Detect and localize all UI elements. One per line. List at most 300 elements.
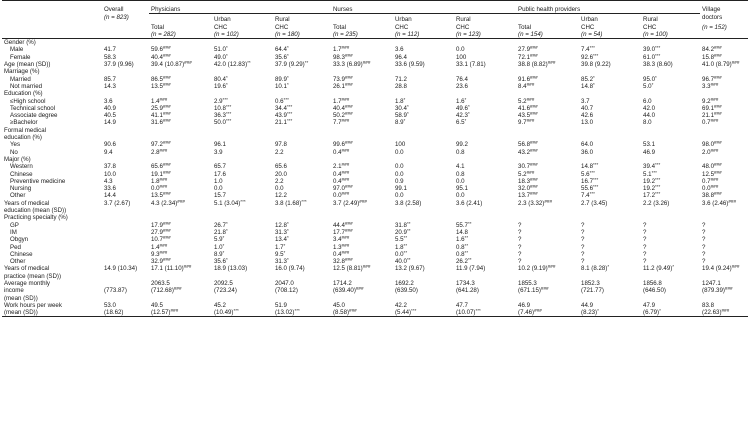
significance-marker: * <box>286 235 289 241</box>
cell-value: 89.9 <box>275 75 287 83</box>
cell-value: 14.3 <box>104 82 116 90</box>
table-cell <box>212 68 273 75</box>
cell-value: 43.5 <box>518 112 530 120</box>
significance-marker: *** <box>654 183 661 189</box>
significance-marker: ### <box>341 191 350 197</box>
table-cell <box>454 214 516 221</box>
significance-marker: *** <box>233 307 239 313</box>
cell-value: 23.6 <box>456 82 468 90</box>
significance-marker: ### <box>341 176 350 182</box>
cell-value: 15.7 <box>214 192 226 200</box>
table-cell <box>641 141 700 148</box>
significance-marker: ### <box>349 307 357 313</box>
table-cell <box>331 265 393 272</box>
table-cell <box>331 68 393 75</box>
table-cell <box>212 83 273 90</box>
row-label: Female <box>10 53 31 61</box>
table-cell <box>102 149 149 156</box>
significance-marker: ### <box>344 81 353 87</box>
table-cell <box>212 119 273 126</box>
cell-value: 39.8 (9.22) <box>581 61 611 69</box>
table-cell <box>579 98 641 105</box>
cell-value: 2.0 <box>702 148 711 156</box>
cell-value: 3.7 (2.49) <box>333 199 360 207</box>
significance-marker: * <box>659 307 661 313</box>
significance-marker: ** <box>406 227 411 233</box>
significance-marker: ** <box>467 220 472 226</box>
table-cell <box>331 171 393 178</box>
table-cell <box>273 149 331 156</box>
table-cell <box>700 192 748 199</box>
header-phys-rural-chc: CHC <box>275 23 289 31</box>
cell-value: 0.4 <box>333 250 342 258</box>
table-cell <box>700 149 748 156</box>
significance-marker: ### <box>344 52 353 58</box>
table-cell <box>579 207 641 214</box>
table-cell <box>102 83 149 90</box>
table-cell <box>102 134 149 141</box>
header-blank <box>102 24 149 31</box>
table-cell <box>516 251 579 258</box>
table-cell <box>700 163 748 170</box>
cell-value: 3.9 <box>214 148 223 156</box>
table-cell <box>102 119 149 126</box>
table-cell <box>454 207 516 214</box>
table-cell <box>454 244 516 251</box>
header-php-urban: Urban <box>581 16 598 24</box>
cell-value: 0.0 <box>214 185 223 193</box>
significance-marker: * <box>225 81 228 87</box>
cell-value: 10.0 <box>104 170 116 178</box>
table-cell <box>516 207 579 214</box>
table-cell <box>393 200 454 207</box>
table-cell <box>641 105 700 112</box>
cell-value: 8.9 <box>214 250 223 258</box>
cell-value: 37.9 (9.29) <box>275 61 305 69</box>
significance-marker: ### <box>341 118 350 124</box>
table-cell <box>700 309 748 317</box>
table-cell <box>273 251 331 258</box>
table-row <box>2 229 748 236</box>
cell-value: 32.9 <box>151 258 163 266</box>
cell-value: 3.6 <box>104 97 113 105</box>
significance-marker: ### <box>344 103 353 109</box>
header-blank <box>102 31 149 39</box>
table-cell <box>641 280 700 287</box>
significance-marker: * <box>225 227 228 233</box>
significance-marker: ### <box>713 52 722 58</box>
significance-marker: ### <box>710 183 719 189</box>
table-cell <box>102 214 149 221</box>
significance-marker: ### <box>162 45 171 51</box>
header-nurses-label: Nurses <box>333 6 353 13</box>
significance-marker: ### <box>713 162 722 168</box>
row-label: Marriage (%) <box>4 68 40 76</box>
table-cell <box>393 280 454 287</box>
table-row <box>2 309 748 317</box>
cell-value: 53.1 <box>643 141 655 149</box>
cell-value: 84.2 <box>702 46 714 54</box>
significance-marker: * <box>222 235 225 241</box>
table-cell <box>454 149 516 156</box>
cell-value: 69.1 <box>702 104 714 112</box>
significance-marker: ### <box>341 235 350 241</box>
table-cell <box>700 54 748 61</box>
significance-marker: ### <box>162 103 171 109</box>
cell-value: ? <box>702 243 706 251</box>
cell-value: 48.0 <box>702 163 714 171</box>
cell-value: 51.9 <box>275 301 287 309</box>
table-cell <box>700 46 748 53</box>
significance-marker: ### <box>344 110 353 116</box>
table-cell <box>516 287 579 294</box>
significance-marker: ### <box>710 96 719 102</box>
table-row <box>2 68 748 75</box>
table-cell <box>212 309 273 317</box>
table-cell <box>212 265 273 272</box>
cell-value: 58.3 <box>104 53 116 61</box>
table-cell <box>393 76 454 83</box>
cell-value: 8.9 <box>395 119 404 127</box>
significance-marker: * <box>403 118 406 124</box>
header-village-doctors: doctors <box>702 13 723 21</box>
cell-value: 0.0 <box>395 163 404 171</box>
table-cell <box>641 90 700 97</box>
table-cell <box>641 229 700 236</box>
significance-marker: ### <box>529 176 538 182</box>
table-cell <box>273 156 331 163</box>
table-cell <box>102 236 149 243</box>
cell-value: 46.9 <box>643 148 655 156</box>
table-cell <box>212 61 273 68</box>
cell-value: 42.3 <box>456 112 468 120</box>
table-row <box>2 192 748 199</box>
cell-value: 7.7 <box>333 119 342 127</box>
table-cell <box>700 222 748 229</box>
significance-marker: ### <box>710 118 719 124</box>
cell-value: 40.9 <box>104 104 116 112</box>
table-cell <box>641 309 700 317</box>
cell-value: 45.2 <box>214 301 226 309</box>
cell-value: 1.8 <box>395 243 404 251</box>
cell-value: 95.1 <box>456 185 468 193</box>
cell-value: 20.0 <box>275 170 287 178</box>
table-cell <box>700 214 748 221</box>
cell-value: 0.0 <box>395 170 404 178</box>
table-row <box>2 171 748 178</box>
table-cell <box>393 236 454 243</box>
significance-marker: ### <box>529 162 538 168</box>
significance-marker: ### <box>344 227 353 233</box>
cell-value: 64.0 <box>581 141 593 149</box>
cell-value: ? <box>643 258 647 266</box>
cell-value: ? <box>702 250 706 258</box>
significance-marker: ### <box>162 169 171 175</box>
table-cell <box>102 90 149 97</box>
significance-marker: ### <box>731 59 740 65</box>
significance-marker: ** <box>247 59 251 65</box>
significance-marker: * <box>592 81 595 87</box>
header-village-label: Village <box>702 6 721 13</box>
significance-marker: * <box>607 264 610 270</box>
table-cell <box>212 287 273 294</box>
row-label: Major (%) <box>4 155 31 163</box>
cell-value: ? <box>518 236 522 244</box>
cell-value: 10.2 (9.19) <box>518 265 548 273</box>
cell-value: 1.4 <box>151 243 160 251</box>
cell-value: 1734.3 <box>456 279 475 287</box>
table-cell <box>641 214 700 221</box>
table-cell <box>212 200 273 207</box>
cell-value: 36.0 <box>581 148 593 156</box>
significance-marker: ### <box>159 183 168 189</box>
cell-value: (773.87) <box>104 287 127 295</box>
cell-value: ? <box>518 258 522 266</box>
table-cell <box>273 90 331 97</box>
row-label: Preventive medicine <box>10 177 66 185</box>
table-cell <box>454 222 516 229</box>
table-cell <box>331 61 393 68</box>
cell-value: 0.0 <box>456 192 465 200</box>
cell-value: 38.8 <box>702 192 714 200</box>
table-cell <box>212 185 273 192</box>
table-body <box>2 39 748 317</box>
cell-value: 32.0 <box>518 185 530 193</box>
significance-marker: ### <box>159 147 168 153</box>
table-row <box>2 200 748 207</box>
table-cell <box>102 185 149 192</box>
cell-value: 35.6 <box>214 258 226 266</box>
cell-value: 5.6 <box>581 170 590 178</box>
cell-value: 90.6 <box>104 141 116 149</box>
cell-value: 0.9 <box>395 177 404 185</box>
significance-marker: ### <box>713 191 722 197</box>
table-cell <box>273 171 331 178</box>
cell-value: 9.3 <box>151 250 160 258</box>
table-cell <box>102 156 149 163</box>
row-label: Other <box>10 192 26 200</box>
table-cell <box>641 222 700 229</box>
table-cell <box>579 192 641 199</box>
significance-marker: * <box>403 96 406 102</box>
significance-marker: ### <box>529 147 538 153</box>
cell-value: ? <box>581 243 585 251</box>
table-cell <box>641 171 700 178</box>
row-label: Western <box>10 163 33 171</box>
table-cell <box>641 192 700 199</box>
table-cell <box>641 61 700 68</box>
cell-value: 0.0 <box>395 250 404 258</box>
table-cell <box>149 98 212 105</box>
table-cell <box>641 236 700 243</box>
table-cell <box>102 127 149 134</box>
cell-value: 5.2 <box>518 97 527 105</box>
significance-marker: ### <box>159 249 168 255</box>
table-cell <box>579 251 641 258</box>
table-cell <box>393 207 454 214</box>
significance-marker: ### <box>721 307 730 313</box>
table-cell <box>331 83 393 90</box>
cell-value: 0.0 <box>702 185 711 193</box>
table-row <box>2 90 748 97</box>
table-cell <box>454 171 516 178</box>
cell-value: 0.0 <box>395 192 404 200</box>
table-row <box>2 280 748 287</box>
table-cell <box>516 90 579 97</box>
table-cell <box>393 119 454 126</box>
cell-value: 8.0 <box>643 119 652 127</box>
table-cell <box>102 68 149 75</box>
cell-value: 9.4 <box>104 148 113 156</box>
cell-value: 42.6 <box>581 112 593 120</box>
cell-value: 17.6 <box>214 170 226 178</box>
significance-marker: * <box>654 74 657 80</box>
table-cell <box>454 127 516 134</box>
cell-value: 50.2 <box>333 112 345 120</box>
significance-marker: ### <box>159 242 168 248</box>
row-label: Married <box>10 75 31 83</box>
table-cell <box>149 236 212 243</box>
table-cell <box>516 244 579 251</box>
significance-marker: ### <box>162 110 171 116</box>
significance-marker: *** <box>475 307 481 313</box>
row-label: Male <box>10 46 24 54</box>
cell-value: 40.0 <box>395 258 407 266</box>
cell-value: 1.7 <box>333 97 342 105</box>
cell-value: 12.5 <box>702 170 714 178</box>
table-row <box>2 127 748 134</box>
cell-value: (13.02) <box>275 309 295 317</box>
significance-marker: ### <box>362 59 371 65</box>
table-cell <box>516 61 579 68</box>
header-phys-urban-chc: CHC <box>214 23 228 31</box>
cell-value: 0.0 <box>333 192 342 200</box>
header-nurse-total-n: (n = 235) <box>333 30 358 38</box>
table-cell <box>516 46 579 53</box>
significance-marker: *** <box>654 191 661 197</box>
cell-value: 13.0 <box>581 119 593 127</box>
table-cell <box>516 149 579 156</box>
table-cell <box>212 273 273 280</box>
table-cell <box>149 149 212 156</box>
row-label: ≤High school <box>10 97 46 105</box>
cell-value: 96.4 <box>395 53 407 61</box>
table-row <box>2 287 748 294</box>
significance-marker: *** <box>286 118 293 124</box>
table-cell <box>700 141 748 148</box>
table-cell <box>102 207 149 214</box>
row-label: practice (mean (SD)) <box>4 272 61 280</box>
cell-value: 19.2 <box>643 185 655 193</box>
table-cell <box>579 61 641 68</box>
cell-value: 17.9 <box>151 221 163 229</box>
header-blank <box>2 24 102 31</box>
cell-value: 16.7 <box>581 177 593 185</box>
table-cell <box>331 251 393 258</box>
table-cell <box>102 39 149 47</box>
table-cell <box>393 295 454 302</box>
significance-marker: ### <box>713 110 722 116</box>
cell-value: 41.0 (8.79) <box>702 61 732 69</box>
significance-marker: ### <box>162 81 171 87</box>
table-cell <box>700 90 748 97</box>
table-cell <box>393 61 454 68</box>
cell-value: ? <box>581 228 585 236</box>
cell-value: 33.6 <box>104 185 116 193</box>
significance-marker: *** <box>301 198 307 204</box>
significance-marker: ### <box>162 52 171 58</box>
table-cell <box>454 185 516 192</box>
cell-value: 58.9 <box>395 112 407 120</box>
cell-value: 99.2 <box>456 141 468 149</box>
table-cell <box>102 178 149 185</box>
cell-value: 42.0 <box>643 104 655 112</box>
significance-marker: ### <box>162 256 171 262</box>
table-cell <box>102 141 149 148</box>
header-php-urban-n: (n = 54) <box>581 30 603 38</box>
cell-value: 21.1 <box>702 112 714 120</box>
table-cell <box>454 54 516 61</box>
cell-value: 2063.5 <box>151 279 170 287</box>
table-cell <box>393 141 454 148</box>
cell-value: 33.1 (7.81) <box>456 61 486 69</box>
cell-value: 1856.8 <box>643 279 662 287</box>
cell-value: 26.1 <box>333 82 345 90</box>
row-label: income <box>4 287 24 295</box>
cell-value: 3.8 (1.68) <box>275 199 302 207</box>
significance-marker: ### <box>526 81 535 87</box>
significance-marker: ### <box>529 45 538 51</box>
significance-marker: *** <box>225 103 232 109</box>
cell-value: 35.6 <box>275 53 287 61</box>
table-cell <box>102 265 149 272</box>
significance-marker: * <box>651 81 654 87</box>
table-cell <box>273 68 331 75</box>
table-cell <box>393 90 454 97</box>
table-cell <box>454 258 516 265</box>
table-cell <box>641 54 700 61</box>
table-cell <box>149 214 212 221</box>
table-cell <box>331 214 393 221</box>
table-cell <box>273 222 331 229</box>
cell-value: 14.9 <box>104 119 116 127</box>
cell-value: 1855.3 <box>518 279 537 287</box>
table-cell <box>516 119 579 126</box>
header-php-urban-chc: CHC <box>581 23 595 31</box>
row-label: Practicing specialty (%) <box>4 214 68 222</box>
significance-marker: *** <box>240 198 246 204</box>
table-row <box>2 222 748 229</box>
table-cell <box>331 98 393 105</box>
significance-marker: ### <box>162 162 171 168</box>
cell-value: 25.9 <box>151 104 163 112</box>
table-cell <box>393 98 454 105</box>
cell-value: 1.6 <box>456 236 465 244</box>
row-label: Formal medical <box>4 126 46 134</box>
cell-value: 7.4 <box>581 192 590 200</box>
cell-value: 3.6 <box>395 46 404 54</box>
cell-value: 55.7 <box>456 221 468 229</box>
cell-value: 28.8 <box>395 82 407 90</box>
row-label: Nursing <box>10 185 32 193</box>
significance-marker: ### <box>341 96 350 102</box>
table-cell <box>212 46 273 53</box>
header-overall-n: (n = 823) <box>104 13 129 21</box>
significance-marker: *** <box>592 52 599 58</box>
significance-marker: ### <box>529 183 538 189</box>
header-phys-total: Total <box>151 23 164 31</box>
cell-value: 27.9 <box>518 46 530 54</box>
